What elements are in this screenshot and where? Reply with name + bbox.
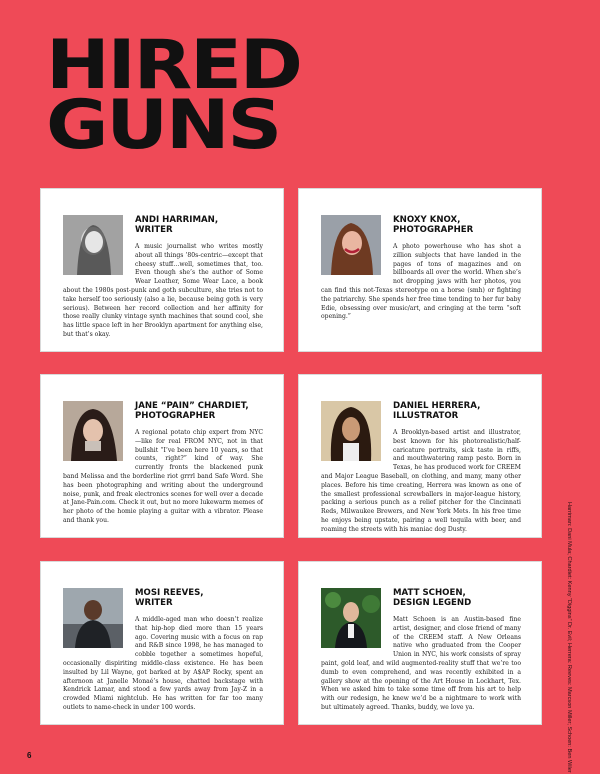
masthead-line-2: GUNS [46, 86, 280, 165]
contributor-card-schoen [298, 561, 542, 725]
contributor-bio: A regional potato chip expert from NYC—like for real FROM NYC, not in that bullshit “I’ve been here 10 years, so that counts, right?” kind of way. She currently fronts the blackened punk band Melissa and the borderline riot grrrl band Safe Word. She has been photographing and writing about the underground noise, punk, and freak electronics scenes for well over a decade at Jane-Pain.com. Check it out, but no more lukewarm memes of her photo of the homie playing a guitar with a vibrator. Please and thank you. [63, 429, 263, 524]
contributor-name-line: JANE “PAIN” CHARDIET, [135, 401, 249, 411]
contributor-photo-chardiet [63, 401, 123, 461]
contributor-card-chardiet [40, 374, 284, 538]
contributor-bio: A Brooklyn-based artist and illustrator, best known for his photorealistic/half-caricature portraits, sick taste in riffs, and mouthwatering ramp pesto. Born in Texas, he has produced work for CREEM and Major League Baseball, on clothing, and many, many other places. Before his time creating, Herrera was known as one of the smallest professional screwballers in major-league history, packing a serious punch as a relief pitcher for the Cincinnati Reds, Milwaukee Brewers, and New York Mets. In his free time he enjoys being upstate, pairing a well tequila with beer, and roaming the streets with his maniac dog Dusty. [321, 429, 521, 533]
contributor-card-reeves [40, 561, 284, 725]
contributor-name-line: DANIEL HERRERA, [393, 401, 481, 411]
masthead-line-1: HIRED [46, 26, 301, 105]
contributor-role: WRITER [135, 598, 173, 608]
contributor-name-line: MOSI REEVES, [135, 588, 204, 598]
contributor-role: DESIGN LEGEND [393, 598, 472, 608]
contributor-name-line: ANDI HARRIMAN, [135, 215, 219, 225]
contributor-role: ILLUSTRATOR [393, 411, 459, 421]
contributor-role: WRITER [135, 225, 173, 235]
contributor-photo-reeves [63, 588, 123, 648]
contributor-photo-harriman [63, 215, 123, 275]
contributor-bio: A middle-aged man who doesn’t realize that hip-hop died more than 15 years ago. Covering music with a focus on rap and R&B since 1998, he has managed to cobble together a sometimes hopeful, occasionally dispiriting middle-class existence. He has been insulted by Lil Wayne, got barked at by A$AP Rocky, spent an afternoon at Janelle Monaé’s house, chatted backstage with Kendrick Lamar, and stood a few yards away from Jay-Z in a crowded Miami nightclub. He has written for far too many outlets to name-check in under 100 words. [63, 616, 263, 711]
masthead-title [46, 26, 301, 165]
contributor-name-line: KNOXY KNOX, [393, 215, 461, 225]
contributor-bio: Matt Schoen is an Austin-based fine artist, designer, and close friend of many of the CREEM staff. A New Orleans native who graduated from the Cooper Union in NYC, his work consists of spray paint, gold leaf, and wild augmented-reality stuff that we’re too dumb to even comprehend, and was recently exhibited in a gallery show at the opening of the Art House in Lockhart, Tex. When we asked him to take some time off from his art to help with our redesign, he knew we’d be a nightmare to work with but ultimately agreed. Thanks, buddy, we love ya. [321, 616, 521, 711]
contributor-photo-schoen [321, 588, 381, 648]
contributor-name-line: MATT SCHOEN, [393, 588, 466, 598]
contributor-photo-herrera [321, 401, 381, 461]
contributor-card-knox [298, 188, 542, 352]
photo-credits: Harriman: Dani Mula; Chardiet: Kenny “Diggins” Dr. Evil; Herrera: Reeves: Marcson Miller; Schoen: Ben Wiler [566, 502, 572, 773]
page-number: 6 [27, 751, 32, 760]
contributor-bio: A music journalist who writes mostly about all things ’80s-centric—except that cheesy stuff…well, sometimes that, too. Even though she’s the author of Some Wear Leather, Some Wear Lace, a book about the 1980s post-punk and goth subculture, she tries not to take herself too seriously (also a lie, because being goth is very serious). Between her record collection and her affinity for those really clunky vintage synth machines that sound cool, she has little space left in her Brooklyn apartment for anything else, but that’s okay. [63, 243, 263, 338]
contributor-card-herrera [298, 374, 542, 538]
contributor-role: PHOTOGRAPHER [393, 225, 474, 235]
contributor-photo-knox [321, 215, 381, 275]
contributor-bio: A photo powerhouse who has shot a zillion subjects that have landed in the pages of tons of magazines and on billboards all over the world. When she’s not dropping jaws with her photos, you can find this not-Texas stereotype on a horse (smh) or fighting the patriarchy. She spends her free time tending to her fur baby Edie, obsessing over music/art, and cringing at the term “soft opening.” [321, 243, 521, 321]
contributor-card-harriman [40, 188, 284, 352]
contributor-role: PHOTOGRAPHER [135, 411, 216, 421]
